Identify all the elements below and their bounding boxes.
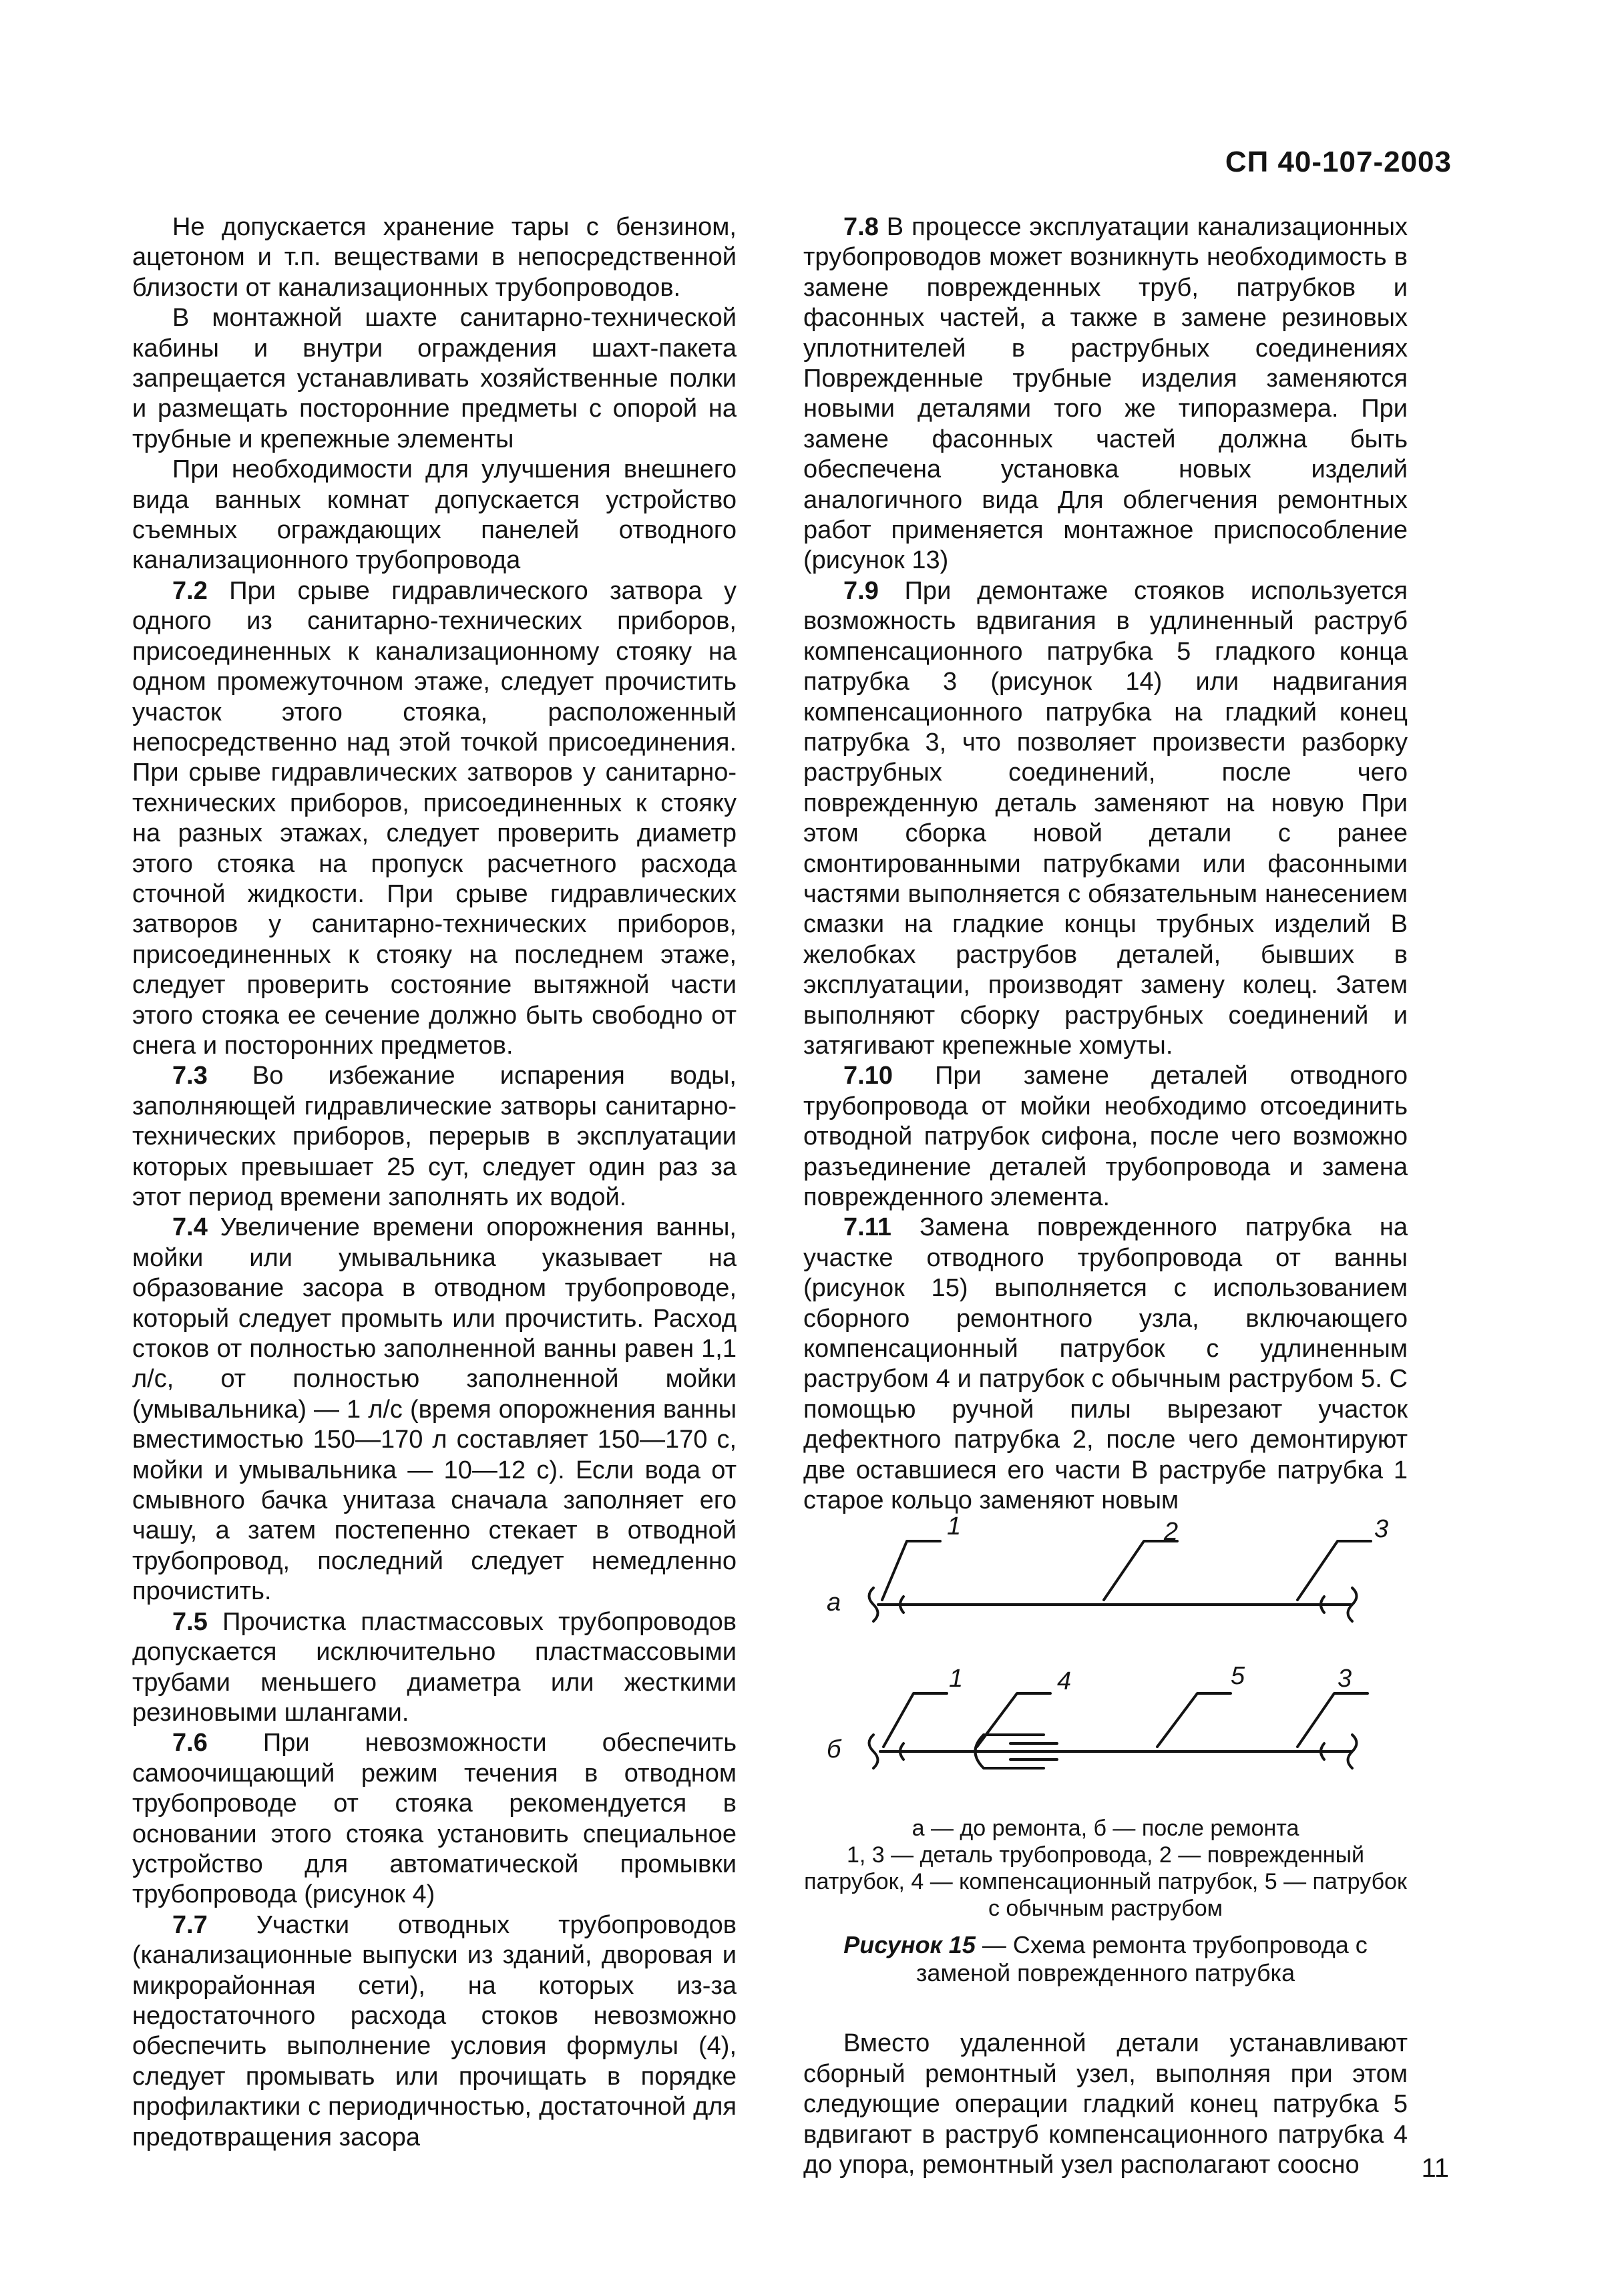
right-column [803, 212, 1408, 2181]
section-7-7 [132, 1910, 737, 2153]
section-number: 7.8 [843, 213, 879, 241]
leader-3-a [1297, 1541, 1371, 1600]
leader-1-a [882, 1541, 940, 1600]
break-mark-left-a [869, 1588, 878, 1621]
leader-4-b [977, 1693, 1050, 1747]
section-text: При невозможности обеспечить самоочищающий режим течения в отводном трубопроводе от стояка рекомендуется в основании этого стояка установить специальное устройство для автоматической промывки трубопровода (рисунок 4) [132, 1729, 737, 1909]
section-text: При демонтаже стояков используется возможность вдвигания в удлиненный раструб компенсационного патрубка 5 гладкого конца патрубка 3 (рисунок 14) или надвигания компенсационного патрубка на гладкий конец патрубка 3, что позволяет произвести разборку раструбных соединений, после чего поврежденную деталь заменяют на новую При этом сборка новой детали с ранее смонтированными патрубками или фасонными частями выполняется с обязательным нанесением смазки на гладкие концы трубных изделий В желобках раструбов деталей, бывших в эксплуатации, производят замену колец. Затем выполняют сборку раструбных соединений и затягивают крепежные хомуты. [803, 576, 1408, 1060]
section-7-4 [132, 1213, 737, 1607]
section-7-3 [132, 1061, 737, 1213]
page-number: 11 [1421, 2153, 1449, 2183]
figure-legend [803, 1815, 1408, 1922]
section-7-11 [803, 1213, 1408, 1516]
paragraph: В монтажной шахте санитарно-технической кабины и внутри ограждения шахт-пакета запрещается устанавливать хозяйственные полки и размещать посторонние предметы с опорой на трубные и крепежные элементы [132, 304, 737, 453]
row-label-a: а [827, 1589, 841, 1617]
section-number: 7.11 [843, 1213, 891, 1242]
figure-title [803, 1931, 1408, 1987]
paragraph: Не допускается хранение тары с бензином, ацетоном и т.п. веществами в непосредственной близости от канализационных трубопроводов. [132, 213, 737, 302]
section-7-8 [803, 212, 1408, 576]
left-column [132, 212, 737, 2153]
section-number: 7.7 [172, 1910, 208, 1939]
section-text: При срыве гидравлического затвора у одного из санитарно-технических приборов, присоединенных к канализационному стояку на одном промежуточном этаже, следует прочистить участок этого стояка, расположенный непосредственно над этой точкой присоединения. При срыве гидравлических затворов у санитарно-технических приборов, присоединенных к стояку на разных этажах, следует проверить диаметр этого стояка на пропуск расчетного расхода сточной жидкости. При срыве гидравлических затворов у санитарно-технических приборов, присоединенных к стояку на последнем этаже, следует проверить состояние вытяжной части этого стояка ее сечение должно быть свободно от снега и посторонних предметов. [132, 576, 737, 1060]
break-mark-left-b [869, 1735, 878, 1768]
callout-label: 2 [1164, 1518, 1179, 1546]
section-7-10 [803, 1061, 1408, 1213]
callout-label: 5 [1231, 1662, 1245, 1691]
paragraph: При необходимости для улучшения внешнего вида ванных комнат допускается устройство съемных ограждающих панелей отводного канализационного трубопровода [132, 455, 737, 575]
row-label-b: б [827, 1735, 841, 1764]
callout-label: 3 [1338, 1665, 1352, 1693]
section-7-6 [132, 1728, 737, 1910]
section-text: В процессе эксплуатации канализационных трубопроводов может возникнуть необходимость в замене поврежденных труб, патрубков и фасонных частей, а также в замене резиновых уплотнителей в раструбных соединениях Поврежденные трубные изделия заменяются новыми деталями того же типоразмера. При замене фасонных частей должна быть обеспечена установка новых изделий аналогичного вида Для облегчения ремонтных работ применяется монтажное приспособление (рисунок 13) [803, 213, 1408, 575]
document-code: СП 40-107-2003 [1225, 146, 1452, 178]
figure-number: Рисунок 15 [843, 1931, 976, 1959]
section-text: Замена поврежденного патрубка на участке отводного трубопровода от ванны (рисунок 15) выполняется с использованием сборного ремонтного узла, включающего компенсационный патрубок с удлиненным раструбом 4 и патрубок с обычным раструбом 5. С помощью ручной пилы вырезают участок дефектного патрубка 2, после чего демонтируют две оставшиеся его части В раструбе патрубка 1 старое кольцо заменяют новым [803, 1213, 1408, 1515]
section-text: Прочистка пластмассовых трубопроводов допускается исключительно пластмассовыми трубами меньшего диаметра или жесткими резиновыми шлангами. [132, 1607, 737, 1727]
paragraph: Вместо удаленной детали устанавливают сборный ремонтный узел, выполняя при этом следующие операции гладкий конец патрубка 5 вдвигают в раструб компенсационного патрубка 4 до упора, ремонтный узел располагают соосно [803, 2029, 1408, 2179]
section-text: При замене деталей отводного трубопровода от мойки необходимо отсоединить отводной патрубок сифона, после чего возможно разъединение деталей трубопровода и замена поврежденного элемента. [803, 1062, 1408, 1211]
leader-5-b [1157, 1693, 1231, 1747]
figure-15-diagram [803, 1512, 1408, 1808]
section-number: 7.9 [843, 576, 879, 605]
section-text: Увеличение времени опорожнения ванны, мойки или умывальника указывает на образование засора в отводном трубопроводе, который следует промыть или прочистить. Расход стоков от полностью заполненной ванны равен 1,1 л/с, от полностью заполненной мойки (умывальника) — 1 л/с (время опорожнения ванны вместимостью 150—170 л составляет 150—170 с, мойки и умывальника — 10—12 с). Если вода от смывного бачка унитаза сначала заполняет его чашу, а затем постепенно стекает в отводной трубопровод, последний следует немедленно прочистить. [132, 1213, 737, 1606]
section-number: 7.10 [843, 1062, 893, 1090]
leader-1-b [883, 1693, 947, 1747]
section-number: 7.4 [172, 1213, 208, 1242]
callout-label: 3 [1374, 1515, 1389, 1544]
section-7-2 [132, 576, 737, 1062]
section-7-5 [132, 1607, 737, 1729]
section-number: 7.3 [172, 1062, 208, 1090]
section-text: Участки отводных трубопроводов (канализационные выпуски из зданий, дворовая и микрорайонная сети), на которых из-за недостаточного расхода стоков невозможно обеспечить выполнение условия формулы (4), следует промывать или прочищать в порядке профилактики с периодичностью, достаточной для предотвращения засора [132, 1910, 737, 2151]
section-number: 7.5 [172, 1607, 208, 1636]
legend-line: 1, 3 — деталь трубопровода, 2 — поврежденный патрубок, 4 — компенсационный патрубок, 5 — патрубок с обычным раструбом [804, 1842, 1407, 1922]
section-7-9 [803, 576, 1408, 1062]
leader-2-a [1104, 1541, 1177, 1600]
section-text: Во избежание испарения воды, заполняющей гидравлические затворы санитарно-технических приборов, перерыв в эксплуатации которых превышает 25 сут, следует один раз за этот период времени заполнять их водой. [132, 1062, 737, 1211]
section-number: 7.2 [172, 576, 208, 605]
legend-line: а — до ремонта, б — после ремонта [911, 1816, 1299, 1842]
pipe-repair-scheme [803, 1521, 1408, 1808]
callout-label: 1 [947, 1512, 962, 1541]
callout-label: 1 [949, 1665, 964, 1693]
figure-title-text: — Схема ремонта трубопровода с заменой поврежденного патрубка [916, 1931, 1368, 1987]
callout-label: 4 [1057, 1667, 1072, 1696]
section-number: 7.6 [172, 1729, 208, 1757]
leader-3-b [1297, 1693, 1368, 1747]
